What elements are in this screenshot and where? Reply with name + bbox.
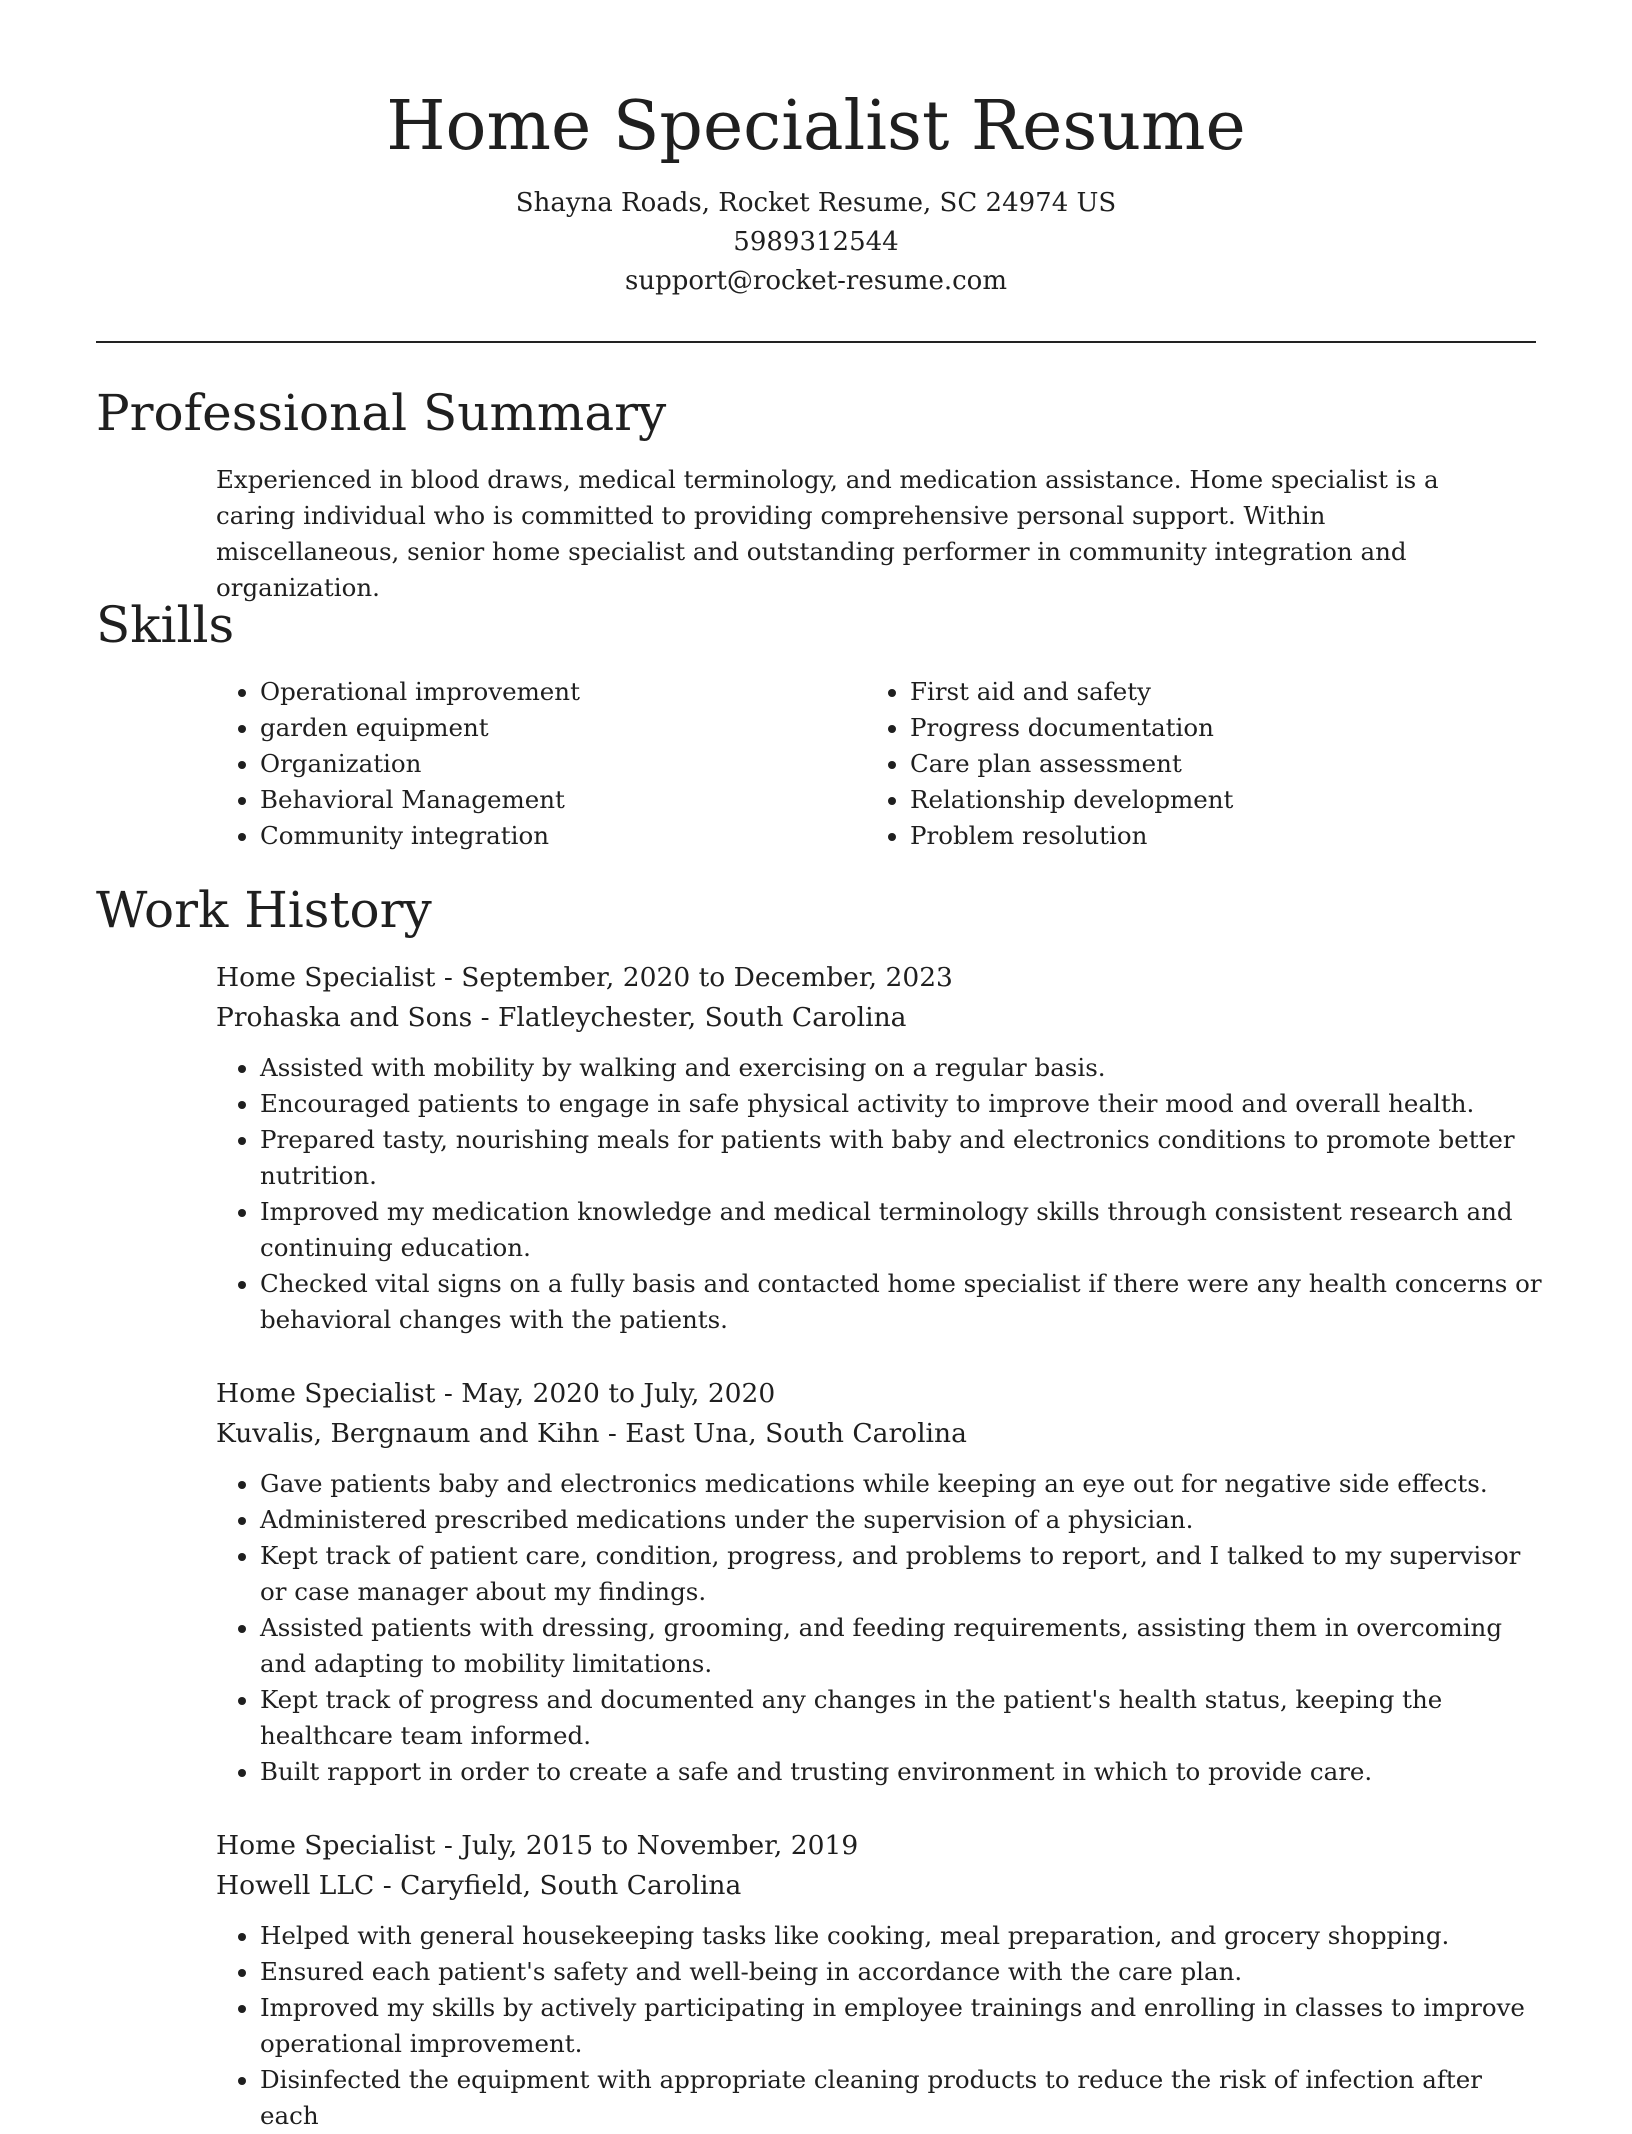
skills-column-left: [216, 674, 816, 854]
job-bullet: • Administered prescribed medications under the supervision of a physician.: [260, 1502, 1546, 1538]
summary-text: Experienced in blood draws, medical terminology, and medication assistance. Home specialist is a caring individual who is committed to providing comprehensive personal support. Within miscellaneous, senior home specialist and outstanding performer in community integration and organization.: [216, 465, 1439, 602]
contact-block: [0, 184, 1632, 301]
summary-heading: Professional Summary: [96, 384, 667, 442]
job-bullet: • Improved my medication knowledge and medical terminology skills through consistent research and continuing education.: [260, 1194, 1546, 1266]
job-bullet: • Gave patients baby and electronics medications while keeping an eye out for negative side effects.: [260, 1466, 1546, 1502]
job-dates: September, 2020 to December, 2023: [461, 962, 953, 993]
job-location: East Una, South Carolina: [625, 1418, 967, 1449]
job-bullet: • Improved my skills by actively participating in employee trainings and enrolling in classes to improve operational improvement.: [260, 1990, 1546, 2062]
job-company-line: Kuvalis, Bergnaum and Kihn - East Una, South Carolina: [216, 1418, 967, 1449]
job-title-line: Home Specialist - July, 2015 to November, 2019: [216, 1830, 859, 1861]
skill-item: • Behavioral Management: [260, 782, 816, 818]
job-company: Kuvalis, Bergnaum and Kihn: [216, 1418, 600, 1449]
job-title: Home Specialist: [216, 1830, 436, 1861]
skill-item: • Care plan assessment: [910, 746, 1466, 782]
job-bullet: • Assisted with mobility by walking and exercising on a regular basis.: [260, 1050, 1546, 1086]
job-company: Prohaska and Sons: [216, 1002, 473, 1033]
skill-item: • Operational improvement: [260, 674, 816, 710]
job-dates: July, 2015 to November, 2019: [461, 1830, 859, 1861]
skill-item: • Organization: [260, 746, 816, 782]
job-bullet: • Ensured each patient's safety and well-being in accordance with the care plan.: [260, 1954, 1546, 1990]
skills-heading: Skills: [96, 596, 235, 654]
job-entry: [216, 1374, 1546, 1790]
job-location: Flatleychester, South Carolina: [498, 1002, 907, 1033]
job-title-line: Home Specialist - May, 2020 to July, 2020: [216, 1378, 776, 1409]
skill-item: • Progress documentation: [910, 710, 1466, 746]
job-dates: May, 2020 to July, 2020: [461, 1378, 776, 1409]
contact-address: Shayna Roads, Rocket Resume, SC 24974 US: [515, 188, 1117, 218]
job-bullet: • Built rapport in order to create a safe and trusting environment in which to provide care.: [260, 1754, 1546, 1790]
resume-header: [0, 82, 1632, 301]
job-location: Caryfield, South Carolina: [400, 1870, 742, 1901]
job-company-line: Howell LLC - Caryfield, South Carolina: [216, 1870, 742, 1901]
skill-item: • Community integration: [260, 818, 816, 854]
contact-phone: 5989312544: [733, 227, 899, 257]
skills-column-right: [866, 674, 1466, 854]
job-bullet: • Prepared tasty, nourishing meals for patients with baby and electronics conditions to promote better nutrition.: [260, 1122, 1546, 1194]
job-bullet: • Assisted patients with dressing, grooming, and feeding requirements, assisting them in overcoming and adapting to mobility limitations.: [260, 1610, 1546, 1682]
contact-email: support@rocket-resume.com: [624, 266, 1007, 296]
job-bullet: • Disinfected the equipment with appropriate cleaning products to reduce the risk of infection after each: [260, 2062, 1546, 2134]
job-title-line: Home Specialist - September, 2020 to December, 2023: [216, 962, 953, 993]
job-company: Howell LLC: [216, 1870, 375, 1901]
resume-title: Home Specialist Resume: [386, 87, 1246, 166]
job-bullet: • Encouraged patients to engage in safe physical activity to improve their mood and overall health.: [260, 1086, 1546, 1122]
job-bullets: [216, 1050, 1546, 1338]
job-bullet: • Kept track of progress and documented any changes in the patient's health status, keeping the healthcare team informed.: [260, 1682, 1546, 1754]
job-bullet: • Kept track of patient care, condition, progress, and problems to report, and I talked to my supervisor or case manager about my findings.: [260, 1538, 1546, 1610]
job-bullets: [216, 1466, 1546, 1790]
job-bullet: • Helped with general housekeeping tasks like cooking, meal preparation, and grocery shopping.: [260, 1918, 1546, 1954]
job-bullets: [216, 1918, 1546, 2134]
job-company-line: Prohaska and Sons - Flatleychester, South Carolina: [216, 1002, 907, 1033]
work-history-heading: Work History: [96, 881, 432, 939]
job-bullet: • Checked vital signs on a fully basis and contacted home specialist if there were any health concerns or behavioral changes with the patients.: [260, 1266, 1546, 1338]
skill-item: • Problem resolution: [910, 818, 1466, 854]
skill-item: • First aid and safety: [910, 674, 1466, 710]
job-entry: [216, 1826, 1546, 2134]
job-title: Home Specialist: [216, 1378, 436, 1409]
skill-item: • Relationship development: [910, 782, 1466, 818]
skill-item: • garden equipment: [260, 710, 816, 746]
job-title: Home Specialist: [216, 962, 436, 993]
header-divider: [96, 341, 1536, 343]
job-entry: [216, 958, 1546, 1338]
